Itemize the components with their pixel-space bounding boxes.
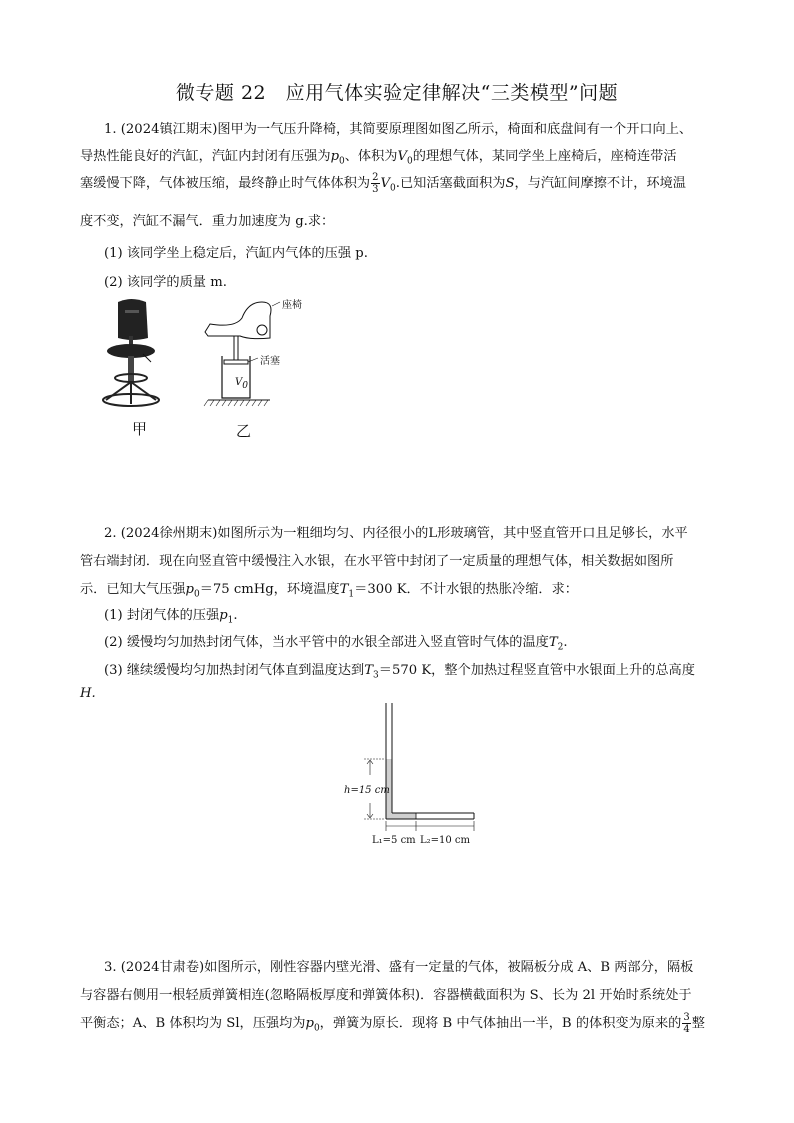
volume-label: $V_0$ xyxy=(235,377,248,391)
q1-sub-1: (1) 该同学坐上稳定后，汽缸内气体的压强 p. xyxy=(104,246,368,261)
q2-sub-3-cont: H. xyxy=(80,686,96,701)
chair-figure xyxy=(96,296,166,411)
q1-line-3: 塞缓慢下降，气体被压缩，最终静止时气体体积为 $\frac{2}{3}$ $V_0$.已知活塞截面积为S，与汽缸间摩擦不计，环境温 xyxy=(80,172,686,195)
fraction-2-3: $\frac{2}{3}$ xyxy=(372,172,379,195)
l-tube-figure xyxy=(350,703,480,833)
q1-line-2: 导热性能良好的汽缸，汽缸内封闭有压强为$p_0$、体积为$V_0$的理想气体，某同学坐上座椅后，座椅连带活 xyxy=(80,149,677,167)
q2-line-2: 管右端封闭．现在向竖直管中缓慢注入水银，在水平管中封闭了一定质量的理想气体，相关数据如图所 xyxy=(80,554,674,569)
fraction-3-4: $\frac{3}{4}$ xyxy=(683,1012,690,1035)
q2-line-3: 示．已知大气压强$p_0=75$ cmHg，环境温度$T_1=300$ K．不计水银的热胀冷缩．求： xyxy=(80,582,578,600)
q1-line-1: 1. (2024镇江期末)图甲为一气压升降椅，其简要原理图如图乙所示，椅面和底盘间有一个开口向上、 xyxy=(104,122,693,137)
q2-sub-1: (1) 封闭气体的压强$p_1$. xyxy=(104,608,238,626)
q1-line-4: 度不变，汽缸不漏气．重力加速度为 g.求： xyxy=(80,214,335,229)
l1-label: L₁=5 cm xyxy=(372,835,416,846)
height-label: h=15 cm xyxy=(344,785,390,796)
page-title: 微专题 22 应用气体实验定律解决“三类模型”问题 xyxy=(175,82,619,104)
seat-label: 座椅 xyxy=(282,300,302,311)
q3-line-3: 平衡态；A、B 体积均为 Sl，压强均为$p_0$，弹簧为原长．现将 B 中气体抽出一半，B 的体积变为原来的 $\frac{3}{4}$ 整 xyxy=(80,1012,705,1035)
figure-caption-yi: 乙 xyxy=(236,422,252,440)
piston-label: 活塞 xyxy=(260,356,280,367)
figure-caption-jia: 甲 xyxy=(132,420,148,438)
q2-line-1: 2. (2024徐州期末)如图所示为一粗细均匀、内径很小的L形玻璃管，其中竖直管开口且足够长，水平 xyxy=(104,526,688,541)
schematic-figure xyxy=(200,296,310,411)
q3-line-2: 与容器右侧用一根轻质弹簧相连(忽略隔板厚度和弹簧体积)．容器横截面积为 S、长为 2l 开始时系统处于 xyxy=(80,988,692,1003)
q2-sub-2: (2) 缓慢均匀加热封闭气体，当水平管中的水银全部进入竖直管时气体的温度$T_2$. xyxy=(104,635,568,653)
q2-sub-3: (3) 继续缓慢均匀加热封闭气体直到温度达到$T_3=570$ K，整个加热过程竖直管中水银面上升的总高度 xyxy=(104,663,695,681)
q1-sub-2: (2) 该同学的质量 m. xyxy=(104,275,227,290)
q3-line-1: 3. (2024甘肃卷)如图所示，刚性容器内壁光滑、盛有一定量的气体，被隔板分成 A、B 两部分，隔板 xyxy=(104,960,694,975)
l2-label: L₂=10 cm xyxy=(420,835,471,846)
